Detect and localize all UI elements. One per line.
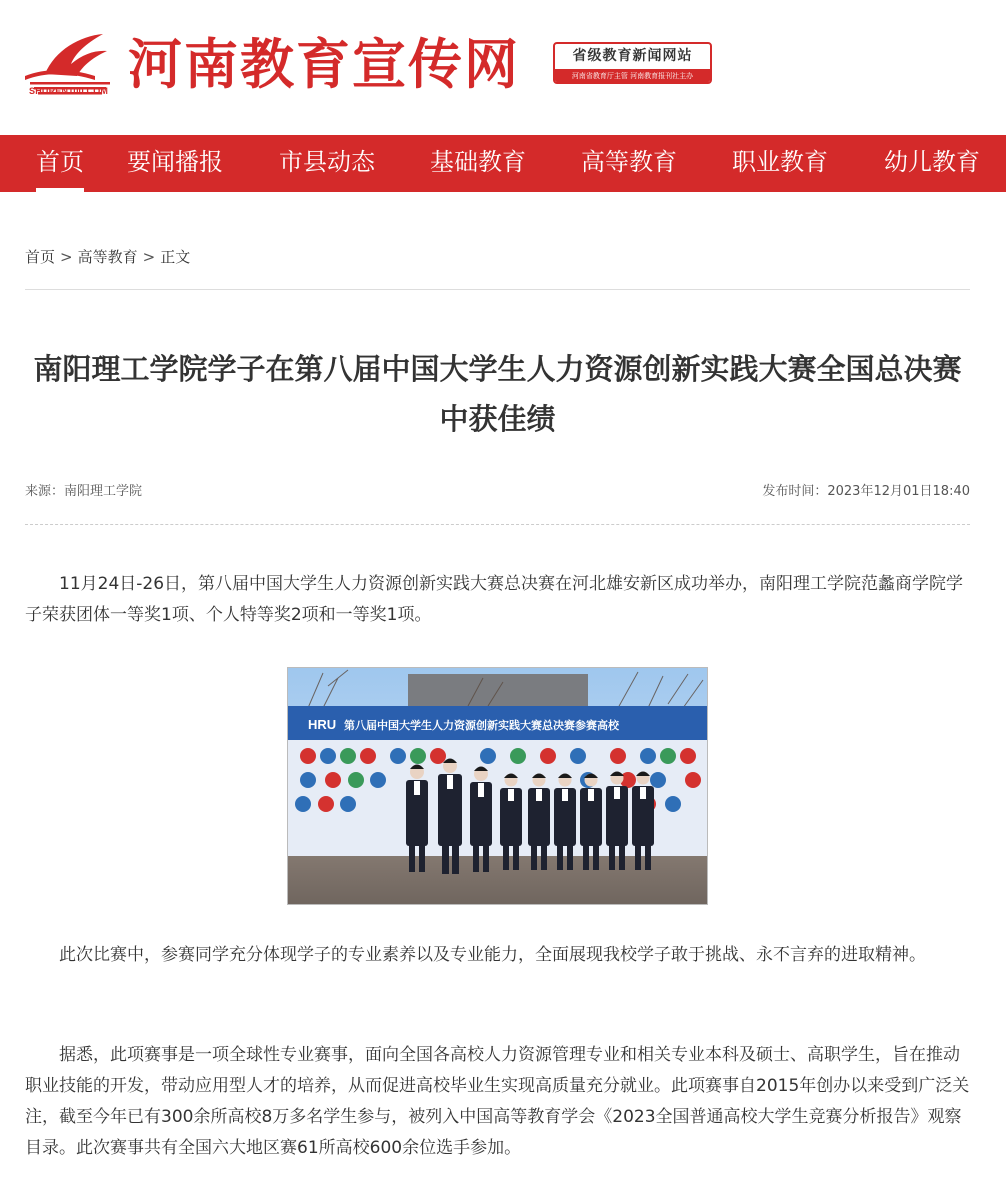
article-photo xyxy=(287,667,708,905)
article-title: 南阳理工学院学子在第八届中国大学生人力资源创新实践大赛全国总决赛中获佳绩 xyxy=(33,352,962,436)
breadcrumb-section-link[interactable]: 高等教育 xyxy=(77,248,138,266)
banner-logo-text: HRU xyxy=(308,717,337,732)
article-paragraph: 此次比赛中，参赛同学充分体现学子的专业素养以及专业能力，全面展现我校学子敢于挑战、永不言弃的进取精神。 xyxy=(59,945,926,965)
article-publish-time: 发布时间：2023年12月01日18:40 xyxy=(762,484,970,499)
badge-subtitle: 河南省教育厅主管 河南教育报刊社主办 xyxy=(555,69,710,84)
group-photo-illustration xyxy=(288,668,708,905)
nav-item-preschool-education[interactable]: 幼儿教育 xyxy=(884,148,980,176)
logo-domain-text: SHUREN100.COM xyxy=(29,86,109,96)
badge-title: 省级教育新闻网站 xyxy=(572,48,693,64)
article-paragraph: 据悉，此项赛事是一项全球性专业赛事，面向全国各高校人力资源管理专业和相关专业本科及硕士、高职学生，旨在推动职业技能的开发，带动应用型人才的培养，从而促进高校毕业生实现高质量充分就业。此项赛事自2015年创办以来受到广泛关注，截至今年已有300余所高校8万多名学生参与，被列入中国高等教育学会《2023全国普通高校大学生竞赛分析报告》观察目录。此次赛事共有全国六大地区赛61所高校600余位选手参加。 xyxy=(25,1045,970,1158)
nav-item-basic-education[interactable]: 基础教育 xyxy=(430,148,526,176)
nav-item-news[interactable]: 要闻播报 xyxy=(127,148,223,176)
nav-item-home[interactable]: 首页 xyxy=(36,135,84,192)
dashed-divider xyxy=(25,524,970,525)
banner-title-text: 第八届中国大学生人力资源创新实践大赛总决赛参赛高校 xyxy=(344,719,619,732)
breadcrumb xyxy=(25,246,190,267)
divider xyxy=(25,289,970,290)
article-source: 来源：南阳理工学院 xyxy=(25,484,143,499)
breadcrumb-separator: > xyxy=(142,248,156,266)
nav-item-city-county[interactable]: 市县动态 xyxy=(279,148,375,176)
site-badge xyxy=(553,42,712,84)
nav-item-higher-education[interactable]: 高等教育 xyxy=(581,148,677,176)
main-nav xyxy=(0,135,1006,192)
breadcrumb-separator: > xyxy=(60,248,73,266)
article-paragraph: 11月24日-26日，第八届中国大学生人力资源创新实践大赛总决赛在河北雄安新区成功举办，南阳理工学院范蠡商学院学子荣获团体一等奖1项、个人特等奖2项和一等奖1项。 xyxy=(25,574,964,625)
site-name[interactable]: 河南教育宣传网 xyxy=(128,32,520,96)
breadcrumb-current: 正文 xyxy=(160,248,191,266)
breadcrumb-home-link[interactable]: 首页 xyxy=(25,248,56,266)
site-header xyxy=(0,0,1006,135)
nav-item-vocational-education[interactable]: 职业教育 xyxy=(732,148,828,176)
